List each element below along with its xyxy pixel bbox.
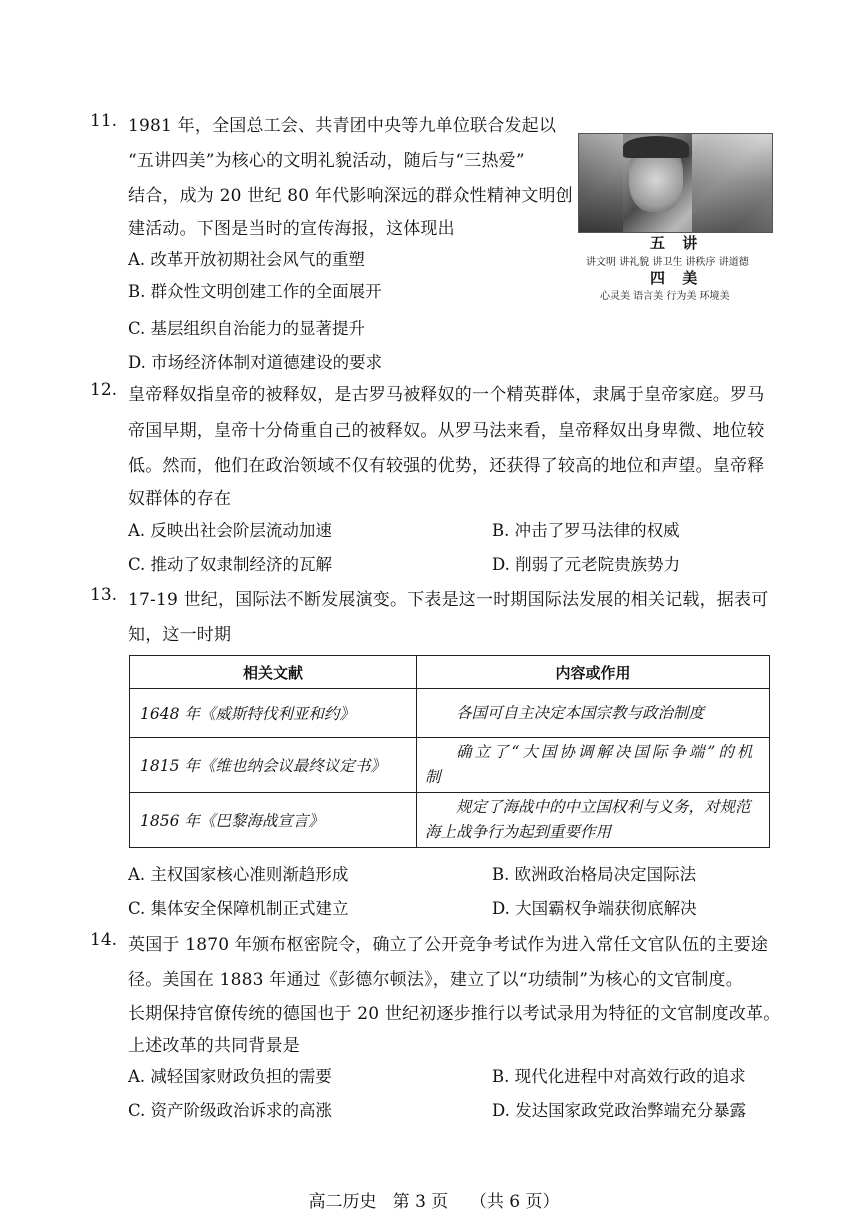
table-header-cell: 相关文献	[130, 656, 417, 689]
table-row	[130, 689, 770, 738]
q12-number: 12.	[90, 380, 118, 400]
q11-stem-line: 结合，成为 20 世纪 80 年代影响深远的群众性精神文明创	[128, 186, 573, 206]
international-law-table	[129, 655, 770, 848]
q14-stem-line: 径。美国在 1883 年通过《彭德尔顿法》，建立了以“功绩制”为核心的文官制度。	[128, 970, 743, 990]
q14-number: 14.	[90, 930, 118, 950]
table-header-row	[130, 656, 770, 689]
q14-option-c[interactable]: C. 资产阶级政治诉求的高涨	[128, 1101, 333, 1120]
q11-number: 11.	[90, 111, 118, 131]
q14-stem-line: 长期保持官僚传统的德国也于 20 世纪初逐步推行以考试录用为特征的文官制度改革。	[128, 1004, 781, 1024]
q14-option-d[interactable]: D. 发达国家政党政治弊端充分暴露	[492, 1101, 747, 1120]
q13-option-c[interactable]: C. 集体安全保障机制正式建立	[128, 899, 349, 918]
q14-option-a[interactable]: A. 减轻国家财政负担的需要	[128, 1067, 332, 1086]
poster-title-four: 四 美	[650, 269, 704, 287]
table-cell-content: 规定了海战中的中立国权利与义务，对规范海上战争行为起到重要作用	[417, 793, 770, 848]
table-row	[130, 738, 770, 793]
q12-stem-line: 帝国早期，皇帝十分倚重自己的被释奴。从罗马法来看，皇帝释奴出身卑微、地位较	[128, 421, 765, 441]
q14-option-b[interactable]: B. 现代化进程中对高效行政的追求	[492, 1067, 746, 1086]
propaganda-poster-image	[578, 133, 773, 233]
q13-stem-line: 17-19 世纪，国际法不断发展演变。下表是这一时期国际法发展的相关记载，据表可	[128, 590, 769, 610]
poster-subtitle-four: 心灵美 语言美 行为美 环境美	[600, 291, 730, 302]
table-cell-content: 各国可自主决定本国宗教与政治制度	[417, 689, 770, 738]
table-cell-document: 1856 年《巴黎海战宣言》	[130, 793, 417, 848]
q12-option-d[interactable]: D. 削弱了元老院贵族势力	[492, 555, 681, 574]
q12-option-a[interactable]: A. 反映出社会阶层流动加速	[128, 521, 332, 540]
q11-stem-line: 1981 年，全国总工会、共青团中央等九单位联合发起以	[128, 116, 557, 136]
q12-option-c[interactable]: C. 推动了奴隶制经济的瓦解	[128, 555, 333, 574]
poster-subtitle-five: 讲文明 讲礼貌 讲卫生 讲秩序 讲道德	[586, 257, 749, 268]
q13-option-d[interactable]: D. 大国霸权争端获彻底解决	[492, 899, 697, 918]
q13-option-b[interactable]: B. 欧洲政治格局决定国际法	[492, 865, 697, 884]
table-cell-content: 确立了“大国协调解决国际争端”的机制	[417, 738, 770, 793]
q11-stem-line: 建活动。下图是当时的宣传海报，这体现出	[128, 219, 455, 239]
poster-title-five: 五 讲	[650, 234, 704, 252]
q12-option-b[interactable]: B. 冲击了罗马法律的权威	[492, 521, 680, 540]
table-cell-document: 1815 年《维也纳会议最终议定书》	[130, 738, 417, 793]
q12-stem-line: 低。然而，他们在政治领域不仅有较强的优势，还获得了较高的地位和声望。皇帝释	[128, 456, 765, 476]
q11-option-d[interactable]: D. 市场经济体制对道德建设的要求	[128, 353, 383, 372]
q14-stem-line: 英国于 1870 年颁布枢密院令，确立了公开竞争考试作为进入常任文官队伍的主要途	[128, 935, 769, 955]
q14-stem-line: 上述改革的共同背景是	[128, 1036, 300, 1056]
q13-option-a[interactable]: A. 主权国家核心准则渐趋形成	[128, 865, 349, 884]
q13-stem-line: 知，这一时期	[128, 625, 232, 645]
page-footer: 高二历史 第 3 页 （共 6 页）	[308, 1192, 560, 1212]
table-row	[130, 793, 770, 848]
table-cell-document: 1648 年《威斯特伐利亚和约》	[130, 689, 417, 738]
q11-stem-line: “五讲四美”为核心的文明礼貌活动，随后与“三热爱”	[128, 151, 525, 171]
q13-number: 13.	[90, 585, 118, 605]
q11-option-a[interactable]: A. 改革开放初期社会风气的重塑	[128, 250, 365, 269]
q11-option-b[interactable]: B. 群众性文明创建工作的全面展开	[128, 282, 382, 301]
q12-stem-line: 奴群体的存在	[128, 489, 232, 509]
table-header-cell: 内容或作用	[417, 656, 770, 689]
q11-option-c[interactable]: C. 基层组织自治能力的显著提升	[128, 319, 366, 338]
q12-stem-line: 皇帝释奴指皇帝的被释奴，是古罗马被释奴的一个精英群体，隶属于皇帝家庭。罗马	[128, 385, 765, 405]
